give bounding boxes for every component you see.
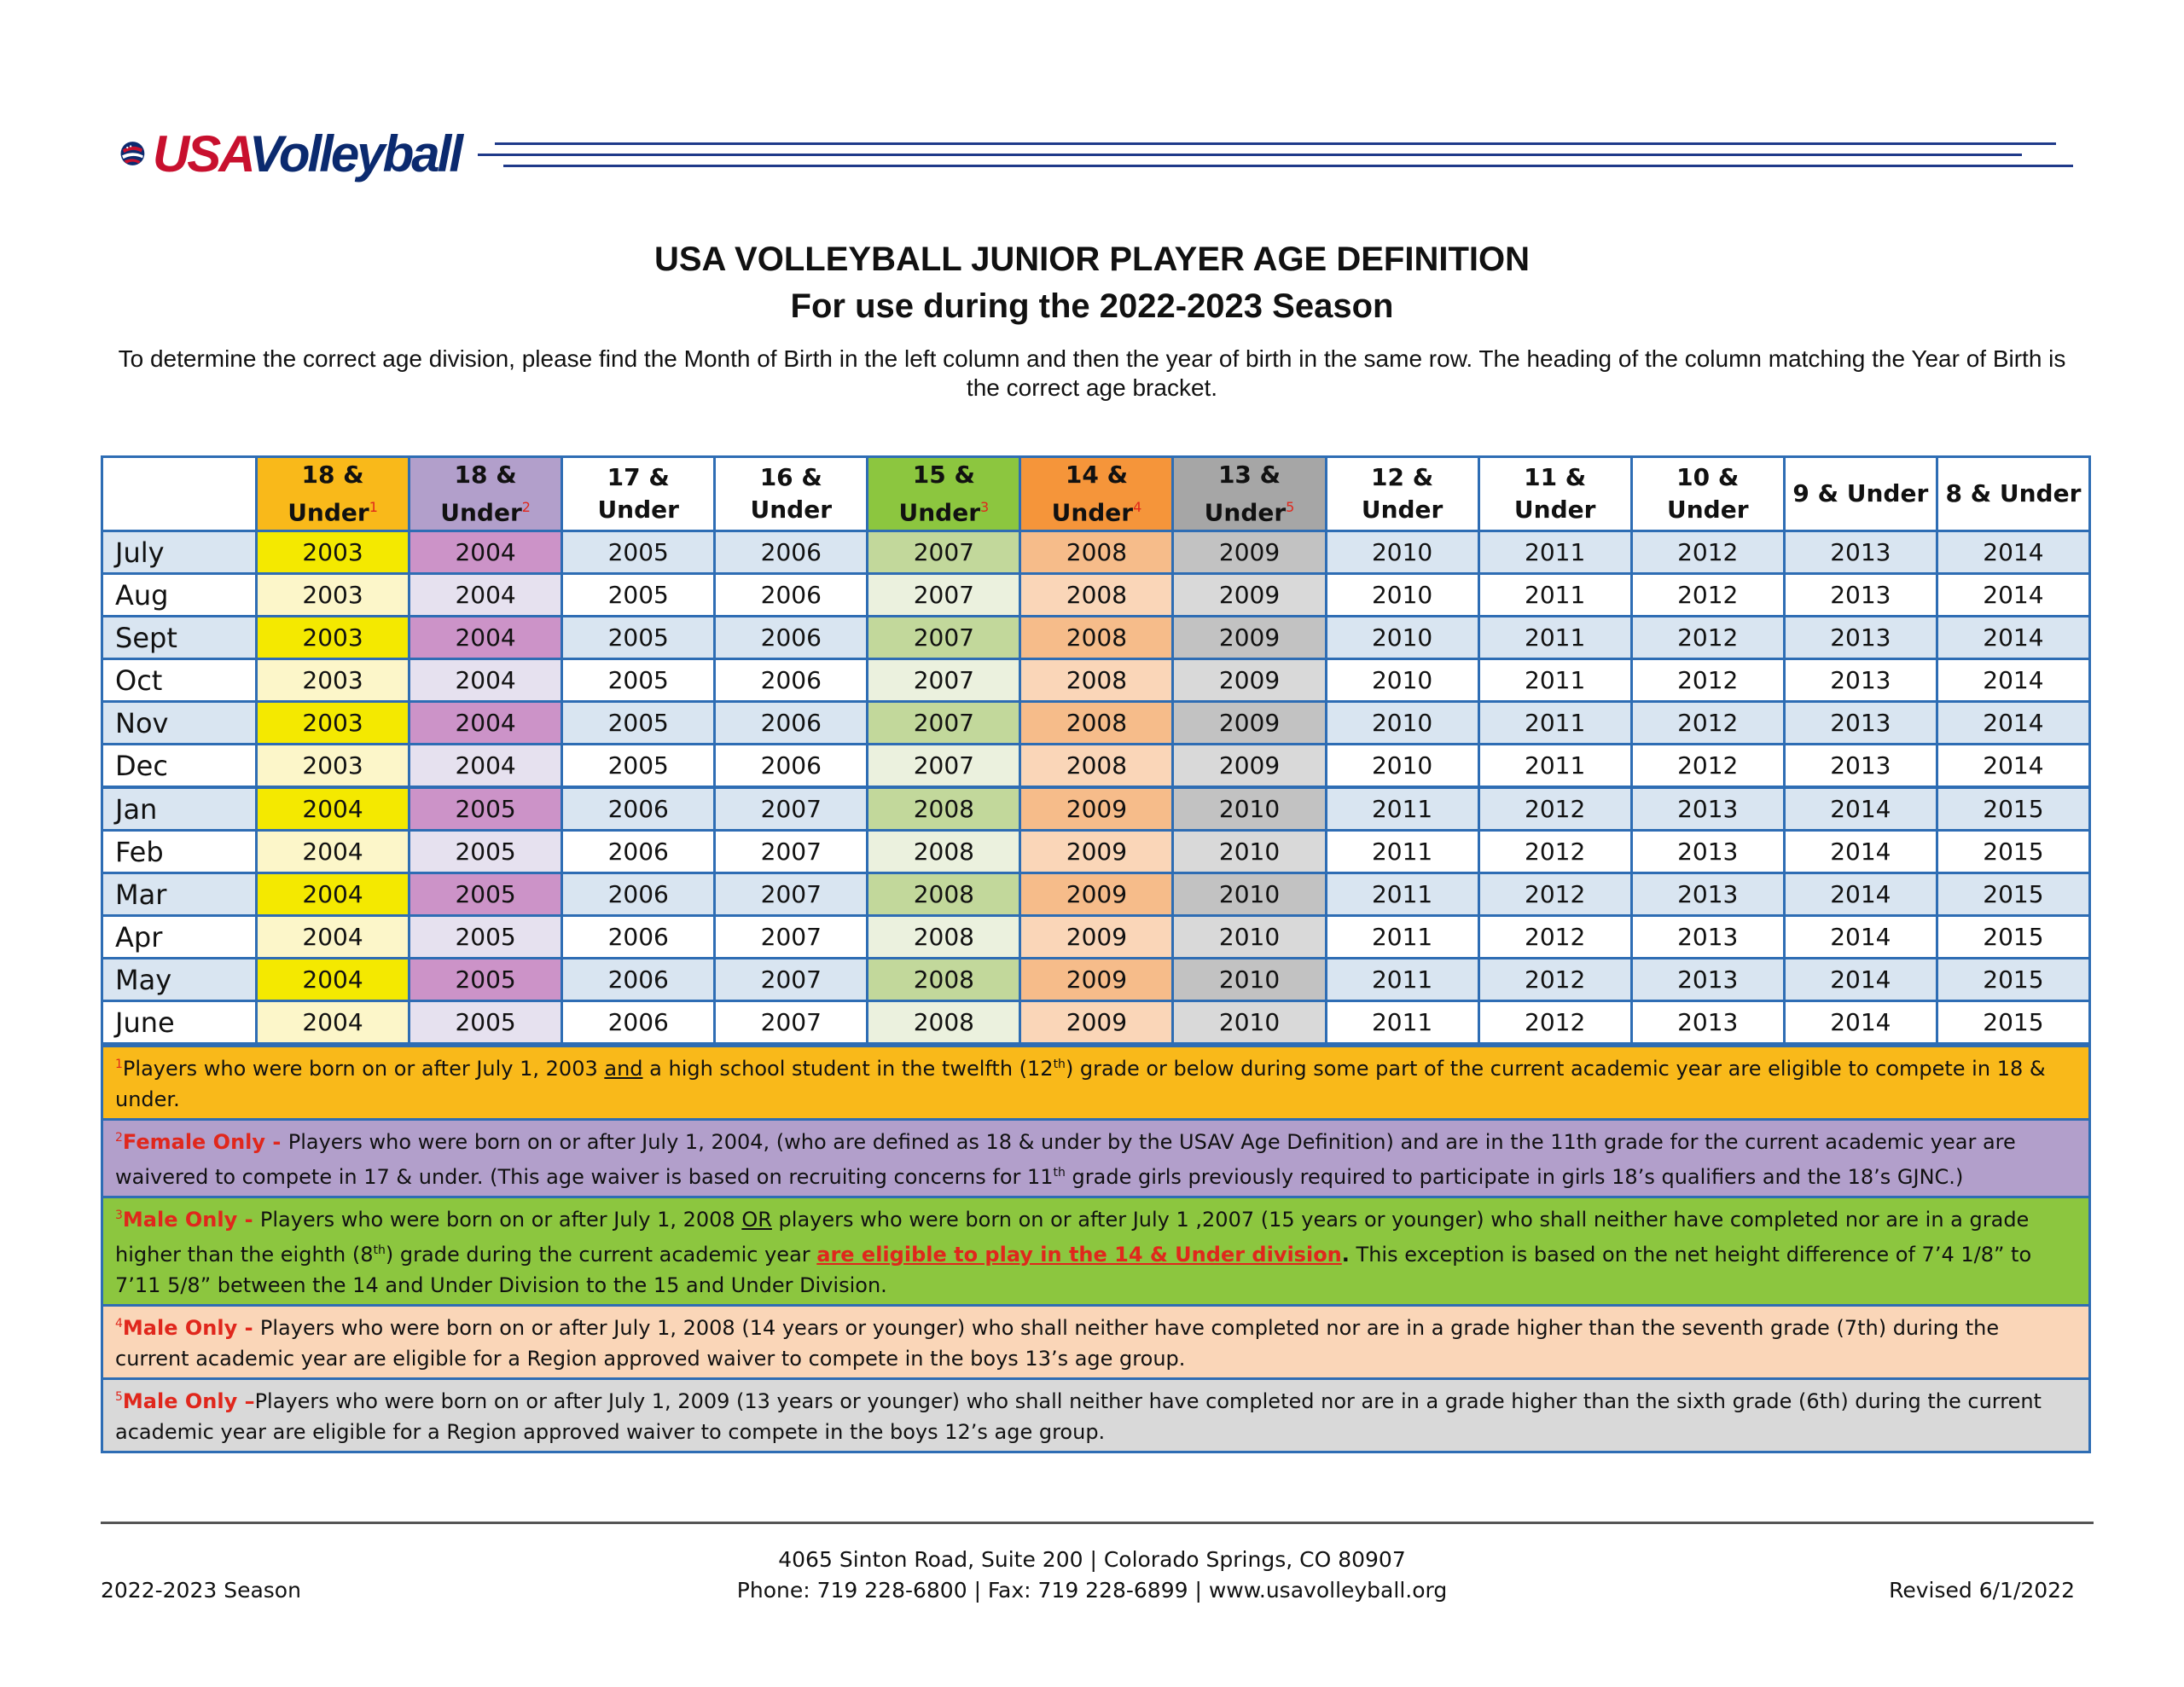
year-cell: 2003	[257, 531, 410, 574]
year-cell: 2014	[1784, 831, 1937, 873]
column-header: 8 & Under	[1937, 457, 2089, 531]
column-header: 17 & Under	[562, 457, 715, 531]
year-cell: 2004	[257, 873, 410, 916]
year-cell: 2006	[715, 702, 868, 745]
page-subtitle: For use during the 2022-2023 Season	[790, 287, 1394, 325]
year-cell: 2004	[410, 745, 562, 788]
footer-contact: Phone: 719 228-6800 | Fax: 719 228-6899 | www.usavolleyball.org	[736, 1578, 1448, 1603]
year-cell: 2010	[1173, 959, 1326, 1001]
male-only-label: Male Only -	[122, 1208, 260, 1232]
year-cell: 2010	[1326, 702, 1478, 745]
female-only-label: Female Only -	[122, 1130, 288, 1154]
volleyball-icon	[119, 119, 146, 188]
year-cell: 2007	[715, 959, 868, 1001]
footer-revised: Revised 6/1/2022	[1889, 1578, 2075, 1603]
year-cell: 2009	[1020, 787, 1173, 831]
footnote-4: $^4$Male Only - Players who were born on or after July 1, 2008 (14 years or younger) who shall neither have completed nor are in a grade higher than the seventh grade (7th) during the current academic year are eligible for a Region approved waiver to compete in the boys 13’s age group.	[101, 1307, 2091, 1380]
male-only-label: Male Only –	[122, 1389, 255, 1413]
footer-season: 2022-2023 Season	[101, 1578, 301, 1603]
column-header: 18 & Under$^2$	[410, 457, 562, 531]
year-cell: 2012	[1631, 745, 1784, 788]
year-cell: 2007	[715, 787, 868, 831]
month-cell: Sept	[102, 617, 257, 659]
table-row	[102, 873, 2090, 916]
year-cell: 2010	[1173, 873, 1326, 916]
month-cell: Feb	[102, 831, 257, 873]
year-cell: 2008	[1020, 745, 1173, 788]
year-cell: 2011	[1326, 831, 1478, 873]
year-cell: 2005	[410, 873, 562, 916]
year-cell: 2006	[562, 916, 715, 959]
year-cell: 2012	[1478, 959, 1631, 1001]
year-cell: 2004	[410, 702, 562, 745]
year-cell: 2011	[1326, 1001, 1478, 1044]
year-cell: 2015	[1937, 1001, 2089, 1044]
year-cell: 2004	[257, 916, 410, 959]
year-cell: 2011	[1478, 702, 1631, 745]
year-cell: 2012	[1478, 831, 1631, 873]
year-cell: 2014	[1937, 659, 2089, 702]
year-cell: 2008	[1020, 531, 1173, 574]
year-cell: 2010	[1173, 916, 1326, 959]
year-cell: 2006	[715, 745, 868, 788]
year-cell: 2011	[1478, 659, 1631, 702]
year-cell: 2008	[868, 873, 1020, 916]
footnote-5: $^5$Male Only –Players who were born on or after July 1, 2009 (13 years or younger) who shall neither have completed nor are in a grade higher than the sixth grade (6th) during the current academic year are eligible for a Region approved waiver to compete in the boys 12’s age group.	[101, 1380, 2091, 1453]
year-cell: 2004	[410, 659, 562, 702]
year-cell: 2009	[1173, 659, 1326, 702]
year-cell: 2008	[1020, 702, 1173, 745]
year-cell: 2012	[1478, 873, 1631, 916]
year-cell: 2006	[715, 531, 868, 574]
year-cell: 2009	[1020, 1001, 1173, 1044]
year-cell: 2014	[1937, 617, 2089, 659]
footnotes	[101, 1045, 2091, 1453]
year-cell: 2006	[715, 574, 868, 617]
table-row	[102, 617, 2090, 659]
year-cell: 2013	[1784, 745, 1937, 788]
year-cell: 2006	[562, 873, 715, 916]
footer-address: 4065 Sinton Road, Suite 200 | Colorado Springs, CO 80907	[778, 1547, 1406, 1572]
month-cell: Jan	[102, 787, 257, 831]
year-cell: 2004	[257, 787, 410, 831]
year-cell: 2010	[1326, 574, 1478, 617]
year-cell: 2005	[410, 916, 562, 959]
year-cell: 2012	[1478, 1001, 1631, 1044]
table-row	[102, 702, 2090, 745]
year-cell: 2007	[868, 531, 1020, 574]
year-cell: 2004	[410, 617, 562, 659]
eligibility-link: are eligible to play in the 14 & Under division	[816, 1243, 1342, 1267]
year-cell: 2007	[715, 831, 868, 873]
year-cell: 2009	[1173, 531, 1326, 574]
year-cell: 2014	[1784, 1001, 1937, 1044]
table-row	[102, 659, 2090, 702]
year-cell: 2004	[257, 1001, 410, 1044]
year-cell: 2005	[562, 617, 715, 659]
year-cell: 2003	[257, 702, 410, 745]
year-cell: 2005	[562, 659, 715, 702]
year-cell: 2011	[1478, 617, 1631, 659]
table-row	[102, 787, 2090, 831]
year-cell: 2007	[715, 1001, 868, 1044]
year-cell: 2010	[1173, 1001, 1326, 1044]
year-cell: 2004	[257, 959, 410, 1001]
column-header: 13 & Under$^5$	[1173, 457, 1326, 531]
year-cell: 2011	[1326, 873, 1478, 916]
table-row	[102, 745, 2090, 788]
month-cell: Aug	[102, 574, 257, 617]
year-cell: 2004	[410, 574, 562, 617]
year-cell: 2012	[1631, 617, 1784, 659]
year-cell: 2004	[257, 831, 410, 873]
year-cell: 2003	[257, 659, 410, 702]
year-cell: 2014	[1784, 916, 1937, 959]
column-header: 16 & Under	[715, 457, 868, 531]
male-only-label: Male Only -	[122, 1316, 260, 1340]
year-cell: 2005	[410, 787, 562, 831]
year-cell: 2013	[1631, 1001, 1784, 1044]
year-cell: 2011	[1326, 916, 1478, 959]
year-cell: 2006	[562, 1001, 715, 1044]
column-header: 9 & Under	[1784, 457, 1937, 531]
year-cell: 2013	[1631, 831, 1784, 873]
year-cell: 2008	[868, 787, 1020, 831]
instructions: To determine the correct age division, please find the Month of Birth in the left column and then the year of birth in the same row. The heading of the column matching the Year of Birth is the correct age bracket.	[118, 345, 2066, 401]
table-row	[102, 959, 2090, 1001]
year-cell: 2011	[1478, 531, 1631, 574]
year-cell: 2013	[1784, 574, 1937, 617]
footnote-3: $^3$Male Only - Players who were born on or after July 1, 2008 OR players who were born on or after July 1 ,2007 (15 years or younger) who shall neither have completed nor are in a grade higher than the eighth (8th) grade during the current academic year are eligible to play in the 14 & Under division. This exception is based on the net height difference of 7’4 1/8” to 7’11 5/8” between the 14 and Under Division to the 15 and Under Division.	[101, 1198, 2091, 1307]
year-cell: 2013	[1631, 916, 1784, 959]
month-cell: Mar	[102, 873, 257, 916]
year-cell: 2015	[1937, 873, 2089, 916]
year-cell: 2006	[715, 659, 868, 702]
usa-volleyball-logo	[119, 115, 461, 192]
year-cell: 2007	[715, 916, 868, 959]
year-cell: 2011	[1478, 574, 1631, 617]
table-row	[102, 916, 2090, 959]
year-cell: 2012	[1631, 531, 1784, 574]
year-cell: 2012	[1631, 574, 1784, 617]
table-header-row	[102, 457, 2090, 531]
year-cell: 2014	[1784, 873, 1937, 916]
column-header: 10 & Under	[1631, 457, 1784, 531]
year-cell: 2006	[562, 959, 715, 1001]
year-cell: 2015	[1937, 831, 2089, 873]
year-cell: 2007	[868, 702, 1020, 745]
column-header: 15 & Under$^3$	[868, 457, 1020, 531]
year-cell: 2008	[868, 959, 1020, 1001]
column-header: 11 & Under	[1478, 457, 1631, 531]
year-cell: 2013	[1784, 659, 1937, 702]
footnote-1: $^1$Players who were born on or after July 1, 2003 and a high school student in the twelfth (12th) grade or below during some part of the current academic year are eligible to compete in 18 & under.	[101, 1045, 2091, 1121]
year-cell: 2014	[1937, 745, 2089, 788]
year-cell: 2012	[1478, 787, 1631, 831]
year-cell: 2009	[1173, 617, 1326, 659]
year-cell: 2014	[1937, 574, 2089, 617]
year-cell: 2005	[410, 831, 562, 873]
year-cell: 2013	[1631, 873, 1784, 916]
month-cell: July	[102, 531, 257, 574]
year-cell: 2008	[1020, 659, 1173, 702]
year-cell: 2007	[868, 659, 1020, 702]
year-cell: 2008	[868, 831, 1020, 873]
year-cell: 2003	[257, 574, 410, 617]
year-cell: 2015	[1937, 916, 2089, 959]
age-definition-table	[101, 455, 2091, 1045]
column-header: 14 & Under$^4$	[1020, 457, 1173, 531]
year-cell: 2014	[1937, 531, 2089, 574]
year-cell: 2010	[1326, 745, 1478, 788]
year-cell: 2014	[1784, 787, 1937, 831]
year-cell: 2008	[1020, 574, 1173, 617]
year-cell: 2012	[1631, 702, 1784, 745]
year-cell: 2012	[1631, 659, 1784, 702]
year-cell: 2008	[1020, 617, 1173, 659]
year-cell: 2003	[257, 745, 410, 788]
year-cell: 2007	[868, 745, 1020, 788]
year-cell: 2012	[1478, 916, 1631, 959]
year-cell: 2013	[1784, 531, 1937, 574]
table-row	[102, 831, 2090, 873]
footnote-2: $^2$Female Only - Players who were born on or after July 1, 2004, (who are defined as 18 & under by the USAV Age Definition) and are in the 11th grade for the current academic year are waivered to compete in 17 & under. (This age waiver is based on recruiting concerns for 11th grade girls previously required to participate in girls 18’s qualifiers and the 18’s GJNC.)	[101, 1121, 2091, 1198]
year-cell: 2009	[1020, 873, 1173, 916]
table-row	[102, 1001, 2090, 1044]
logo-wordmark: USAVolleyball	[152, 125, 461, 183]
year-cell: 2010	[1173, 787, 1326, 831]
column-header: 18 & Under$^1$	[257, 457, 410, 531]
year-cell: 2009	[1173, 574, 1326, 617]
year-cell: 2005	[562, 531, 715, 574]
month-cell: June	[102, 1001, 257, 1044]
year-cell: 2009	[1020, 916, 1173, 959]
year-cell: 2013	[1631, 959, 1784, 1001]
year-cell: 2006	[562, 831, 715, 873]
year-cell: 2003	[257, 617, 410, 659]
year-cell: 2007	[715, 873, 868, 916]
year-cell: 2006	[562, 787, 715, 831]
year-cell: 2005	[562, 702, 715, 745]
month-cell: Oct	[102, 659, 257, 702]
year-cell: 2011	[1478, 745, 1631, 788]
year-cell: 2010	[1173, 831, 1326, 873]
table-row	[102, 574, 2090, 617]
year-cell: 2011	[1326, 959, 1478, 1001]
year-cell: 2010	[1326, 659, 1478, 702]
year-cell: 2014	[1937, 702, 2089, 745]
page-title: USA VOLLEYBALL JUNIOR PLAYER AGE DEFINITION	[653, 241, 1531, 278]
footer-rule	[101, 1522, 2094, 1524]
year-cell: 2009	[1173, 702, 1326, 745]
year-cell: 2005	[562, 574, 715, 617]
year-cell: 2005	[410, 1001, 562, 1044]
year-cell: 2006	[715, 617, 868, 659]
year-cell: 2008	[868, 1001, 1020, 1044]
year-cell: 2010	[1326, 531, 1478, 574]
year-cell: 2013	[1631, 787, 1784, 831]
header-rule-top	[495, 142, 2056, 145]
year-cell: 2004	[410, 531, 562, 574]
year-cell: 2013	[1784, 702, 1937, 745]
year-cell: 2014	[1784, 959, 1937, 1001]
year-cell: 2007	[868, 574, 1020, 617]
year-cell: 2005	[562, 745, 715, 788]
year-cell: 2013	[1784, 617, 1937, 659]
year-cell: 2007	[868, 617, 1020, 659]
year-cell: 2008	[868, 916, 1020, 959]
year-cell: 2011	[1326, 787, 1478, 831]
month-cell: Apr	[102, 916, 257, 959]
year-cell: 2005	[410, 959, 562, 1001]
month-cell: Nov	[102, 702, 257, 745]
year-cell: 2015	[1937, 787, 2089, 831]
header-rule-bottom	[503, 165, 2073, 167]
year-cell: 2009	[1173, 745, 1326, 788]
year-cell: 2009	[1020, 831, 1173, 873]
year-cell: 2015	[1937, 959, 2089, 1001]
header-rule-middle	[478, 154, 2022, 156]
month-cell: May	[102, 959, 257, 1001]
month-cell: Dec	[102, 745, 257, 788]
table-row	[102, 531, 2090, 574]
column-header: 12 & Under	[1326, 457, 1478, 531]
year-cell: 2009	[1020, 959, 1173, 1001]
year-cell: 2010	[1326, 617, 1478, 659]
corner-cell	[102, 457, 257, 531]
